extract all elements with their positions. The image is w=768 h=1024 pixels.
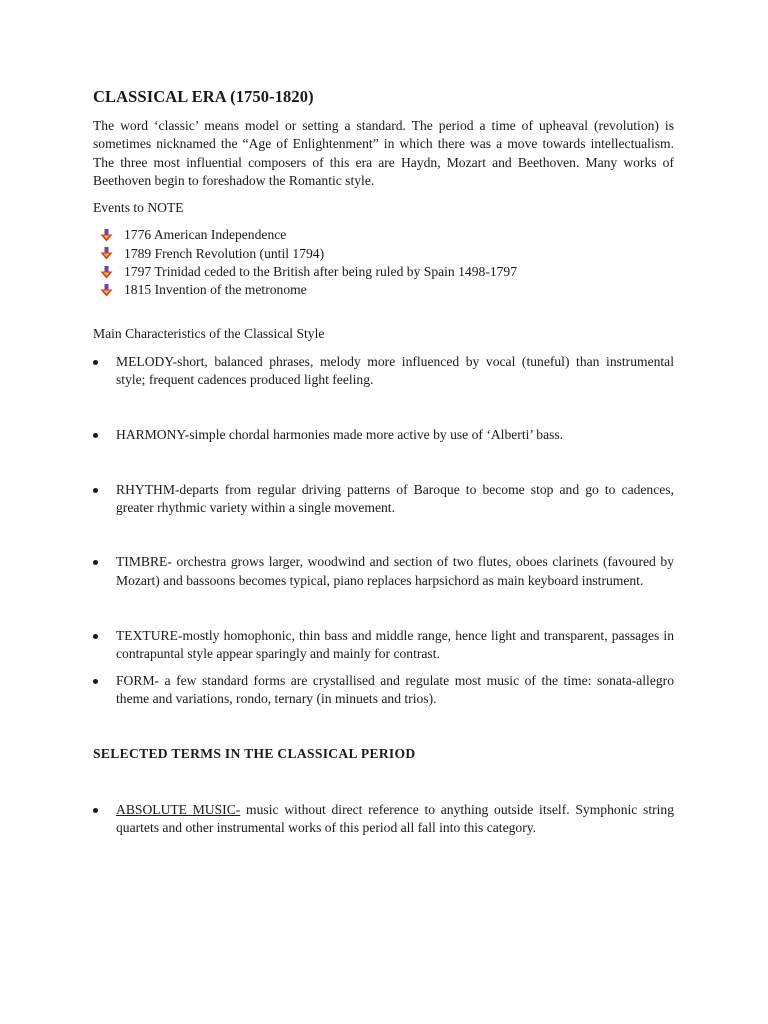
arrow-bullet-icon xyxy=(100,284,113,297)
event-text: 1815 Invention of the metronome xyxy=(124,282,307,298)
characteristic-rhythm xyxy=(93,481,674,518)
document-content xyxy=(93,86,674,837)
dot-bullet-icon xyxy=(93,634,98,639)
characteristics-list xyxy=(93,353,674,708)
dot-bullet-icon xyxy=(93,560,98,565)
event-item xyxy=(100,245,674,263)
characteristic-text: RHYTHM-departs from regular driving patterns of Baroque to become stop and go to cadences, greater rhythmic variety within a single movement. xyxy=(116,481,674,516)
events-list xyxy=(93,226,674,299)
terms-list xyxy=(93,801,674,838)
event-item xyxy=(100,226,674,244)
dot-bullet-icon xyxy=(93,808,98,813)
characteristic-text: TIMBRE- orchestra grows larger, woodwind and section of two flutes, oboes clarinets (favoured by Mozart) and bassoons becomes typical, piano replaces harpsichord as main keyboard instrument. xyxy=(116,554,674,588)
characteristic-texture xyxy=(93,627,674,664)
event-text: 1797 Trinidad ceded to the British after being ruled by Spain 1498-1797 xyxy=(124,264,518,280)
events-heading: Events to NOTE xyxy=(93,200,184,216)
page-title: CLASSICAL ERA (1750-1820) xyxy=(93,87,314,106)
event-item xyxy=(100,281,674,299)
event-text: 1776 American Independence xyxy=(124,227,287,243)
intro-paragraph: The word ‘classic’ means model or setting a standard. The period a time of upheaval (revolution) is sometimes nicknamed the “Age of Enlightenment” in which there was a move towards intellectualism. The three most influential composers of this era are Haydn, Mozart and Beethoven. Many works of Beethoven begin to foreshadow the Romantic style. xyxy=(93,118,674,188)
terms-heading: SELECTED TERMS IN THE CLASSICAL PERIOD xyxy=(93,746,416,762)
characteristics-heading: Main Characteristics of the Classical Style xyxy=(93,325,325,341)
event-item xyxy=(100,263,674,281)
term-name: ABSOLUTE MUSIC- xyxy=(116,801,241,817)
characteristic-timbre xyxy=(93,553,674,590)
term-definition: music without direct reference to anything outside itself. Symphonic string quartets and other instrumental works of this period all fall into this category. xyxy=(116,801,674,835)
arrow-bullet-icon xyxy=(100,247,113,260)
characteristic-text: FORM- a few standard forms are crystallised and regulate most music of the time: sonata-allegro theme and variations, rondo, ternary (in minuets and trios). xyxy=(116,672,674,706)
dot-bullet-icon xyxy=(93,433,98,438)
characteristic-text: HARMONY-simple chordal harmonies made more active by use of ‘Alberti’ bass. xyxy=(116,426,564,442)
dot-bullet-icon xyxy=(93,488,98,493)
arrow-bullet-icon xyxy=(100,229,113,242)
characteristic-harmony xyxy=(93,426,674,444)
event-text: 1789 French Revolution (until 1794) xyxy=(124,245,325,261)
dot-bullet-icon xyxy=(93,360,98,365)
characteristic-text: MELODY-short, balanced phrases, melody more influenced by vocal (tuneful) than instrumental style; frequent cadences produced light feeling. xyxy=(116,353,674,388)
arrow-bullet-icon xyxy=(100,266,113,279)
characteristic-text: TEXTURE-mostly homophonic, thin bass and middle range, hence light and transparent, passages in contrapuntal style appear sparingly and mainly for contrast. xyxy=(116,628,674,662)
dot-bullet-icon xyxy=(93,679,98,684)
term-item xyxy=(93,801,674,838)
characteristic-form xyxy=(93,672,674,709)
characteristic-melody xyxy=(93,353,674,390)
